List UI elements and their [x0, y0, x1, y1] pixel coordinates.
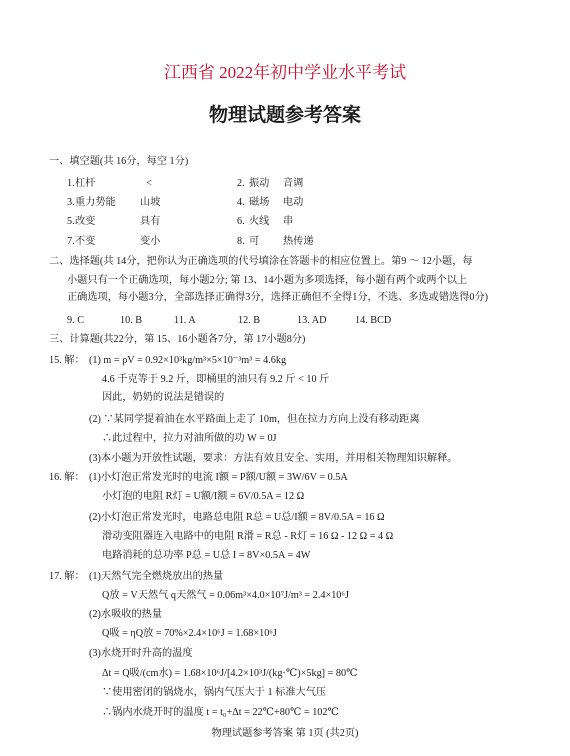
page-footer: 物理试题参考答案 第 1页 (共2页)	[211, 728, 359, 739]
section2-heading-line1: 二、选择题(共 14分，把你认为正确选项的代号填涂在答题卡的相应位置上。第9 ～ 12小题，每	[49, 256, 473, 267]
q15-part2-line1: (2) ∵某同学提着油在水平路面上走了 10m，但在拉力方向上没有移动距离	[89, 414, 420, 425]
q17-part1-line1: (1)天然气完全燃烧放出的热量	[89, 571, 224, 582]
q17-part2-line1: (2)水吸收的热量	[89, 609, 163, 620]
q15-part1-formula: (1) m = ρV = 0.92×10³kg/m³×5×10⁻³m³ = 4.6kg	[89, 355, 287, 366]
q17-part3-line4: ∴锅内水烧开时的温度 t = t₀+Δt = 22℃+80℃ = 102℃	[102, 707, 339, 718]
section3-heading: 三、计算题(共22分，第 15、16小题各7分，第 17小题8分)	[49, 334, 306, 345]
section1-heading: 一、填空题(共 16分，每空 1分)	[49, 156, 189, 167]
choice-answer: 10. B	[120, 315, 143, 326]
q15-part1-line3: 因此，奶奶的说法是错误的	[102, 392, 225, 403]
q16-part1-line2: 小灯泡的电阻 R灯 = U额/I额 = 6V/0.5A = 12 Ω	[102, 491, 305, 502]
section2-heading-line3: 正确选项，每小题3分，全部选择正确得3分，选择正确但不全得1分，不选、多选或错选得0分)	[67, 292, 489, 303]
choice-answer: 11. A	[174, 315, 196, 326]
q17-part3-line2: Δt = Q吸/(cm水) = 1.68×10⁶J/[4.2×10³J/(kg·℃)×5kg] = 80℃	[102, 668, 358, 679]
choice-answer: 13. AD	[297, 315, 327, 326]
q16-part2-line2: 滑动变阻器连入电路中的电阻 R滑 = R总 - R灯 = 16 Ω - 12 Ω = 4 Ω	[102, 531, 394, 542]
q15-part3: (3)本小题为开放性试题，要求：方法有效且安全、实用，并用相关物理知识解释。	[89, 453, 458, 464]
q15-part1-line2: 4.6 千克等于 9.2 斤，即桶里的油只有 9.2 斤 < 10 斤	[102, 374, 330, 385]
q15-label: 15. 解：	[49, 355, 85, 366]
q16-label: 16. 解：	[49, 472, 85, 483]
q17-part1-line2: Q放 = V天然气 q天然气 = 0.06m³×4.0×10⁷J/m³ = 2.4×10⁶J	[102, 590, 349, 601]
q16-part2-line1: (2)小灯泡正常发光时，电路总电阻 R总 = U总/I额 = 8V/0.5A = 16 Ω	[89, 512, 385, 523]
choice-answer: 9. C	[67, 315, 84, 326]
choice-answer: 14. BCD	[355, 315, 392, 326]
q17-part3-line1: (3)水烧开时升高的温度	[89, 648, 193, 659]
q15-part2-line2: ∴此过程中，拉力对油所做的功 W = 0J	[102, 433, 277, 444]
page-subtitle: 物理试题参考答案	[208, 105, 361, 126]
choice-answer: 12. B	[238, 315, 261, 326]
q17-part3-line3: ∵使用密闭的锅烧水，锅内气压大于 1 标准大气压	[102, 687, 327, 698]
q16-part2-line3: 电路消耗的总功率 P总 = U总 I = 8V×0.5A = 4W	[102, 550, 311, 561]
section2-heading-line2: 小题只有一个正确选项，每小题2分; 第 13、14小题为多项选择，每小题有两个或两个以上	[67, 275, 468, 286]
q17-label: 17. 解：	[49, 571, 85, 582]
q17-part2-line2: Q吸 = ηQ放 = 70%×2.4×10⁶J = 1.68×10⁶J	[102, 628, 277, 639]
q16-part1-line1: (1)小灯泡正常发光时的电流 I额 = P额/U额 = 3W/6V = 0.5A	[89, 472, 348, 483]
page-title: 江西省 2022年初中学业水平考试	[163, 63, 407, 82]
